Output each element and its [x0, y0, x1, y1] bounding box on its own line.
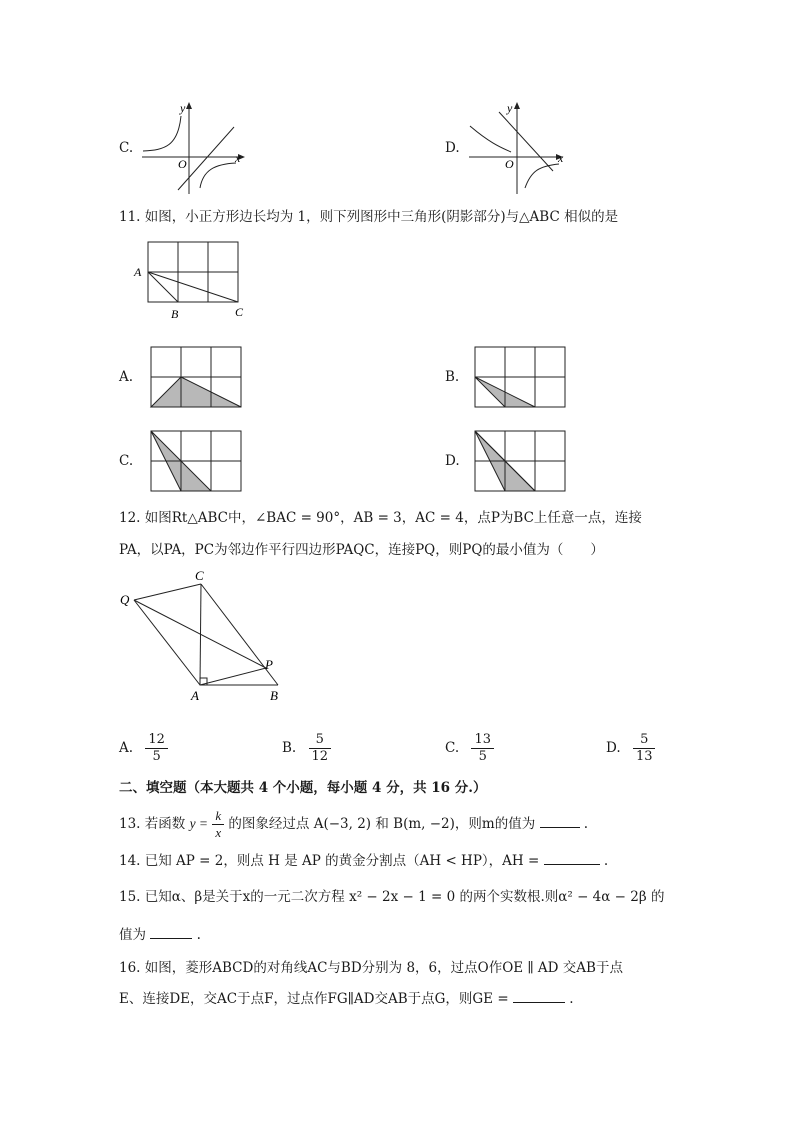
q12-label-p: P [265, 657, 273, 672]
q12-option-c[interactable] [445, 732, 494, 765]
q13-answer-blank[interactable] [540, 813, 580, 828]
q12-option-b-label: B. [282, 740, 297, 756]
q11-option-c-figure [150, 430, 242, 492]
q12-option-d[interactable] [606, 732, 655, 765]
q10-d-origin-label: O [505, 157, 514, 171]
q12-stem-line1: 12. 如图Rt△ABC中，∠BAC = 90°，AB = 3，AC = 4，点P为BC上任意一点，连接 [119, 510, 642, 526]
q11-option-a-figure [150, 346, 242, 408]
q11-option-b-figure [474, 346, 566, 408]
q12-option-b-value: $\frac{5}{12}$ [309, 732, 332, 765]
q10-c-x-label: x [235, 151, 241, 165]
q15-end: . [196, 927, 201, 943]
q10-d-y-label: y [507, 101, 513, 115]
q12-label-a: A [191, 688, 199, 703]
q14 [119, 850, 608, 871]
q10-option-d-graph [467, 100, 577, 196]
q13-func-y: y = [189, 816, 209, 831]
q11-option-d-figure [474, 430, 566, 492]
q11-reference-figure [130, 236, 250, 322]
q12-option-c-value: $\frac{13}{5}$ [471, 732, 494, 765]
q11-option-c-label[interactable]: C. [119, 453, 134, 469]
q11-option-d-label[interactable]: D. [445, 453, 460, 469]
q12-option-d-value: $\frac{5}{13}$ [633, 732, 656, 765]
q13-middle: 的图象经过点 A(−3, 2) 和 B(m, −2)，则m的值为 [228, 816, 536, 832]
q13 [119, 808, 588, 844]
q16-line2-text: E、连接DE，交AC于点F，过点作FG∥AD交AB于点G，则GE = [119, 991, 509, 1007]
q11-option-b-label[interactable]: B. [445, 369, 460, 385]
q16-line2 [119, 988, 574, 1009]
q16-answer-blank[interactable] [513, 988, 565, 1003]
q15-line2 [119, 924, 201, 945]
q13-fraction: $\frac{k}{x}$ [212, 808, 224, 841]
q11-option-a-label[interactable]: A. [119, 369, 134, 385]
q10-option-c-label[interactable]: C. [119, 140, 134, 156]
q11-label-c: C [235, 305, 244, 319]
section2-title: 二、填空题（本大题共 4 个小题，每小题 4 分，共 16 分.） [119, 780, 487, 796]
q10-option-d-label[interactable]: D. [445, 140, 460, 156]
q12-label-b: B [270, 688, 278, 703]
q12-label-q: Q [120, 592, 130, 607]
q15-line2-text: 值为 [119, 927, 146, 943]
q15-answer-blank[interactable] [150, 924, 192, 939]
q14-answer-blank[interactable] [544, 850, 600, 865]
q11-stem: 11. 如图，小正方形边长均为 1，则下列图形中三角形(阴影部分)与△ABC 相似的是 [119, 209, 619, 225]
q12-option-d-label: D. [606, 740, 621, 756]
q10-d-x-label: x [558, 151, 564, 165]
q12-label-c: C [195, 568, 204, 583]
q12-option-a-value: $\frac{12}{5}$ [145, 732, 168, 765]
q16-line1: 16. 如图，菱形ABCD的对角线AC与BD分别为 8，6，过点O作OE ∥ AD 交AB于点 [119, 960, 623, 976]
q10-option-c-graph [140, 100, 250, 196]
q14-text: 14. 已知 AP = 2，则点 H 是 AP 的黄金分割点（AH < HP），AH = [119, 853, 540, 869]
q12-figure [118, 566, 293, 706]
q12-option-a-label: A. [119, 740, 134, 756]
q12-option-c-label: C. [445, 740, 460, 756]
q15-line1: 15. 已知α、β是关于x的一元二次方程 x² − 2x − 1 = 0 的两个实数根.则α² − 4α − 2β 的 [119, 889, 665, 905]
q16-end: . [569, 991, 574, 1007]
q10-c-y-label: y [180, 101, 186, 115]
q13-prefix: 13. 若函数 [119, 816, 186, 832]
q10-c-origin-label: O [178, 157, 187, 171]
q11-label-b: B [171, 307, 179, 321]
q11-label-a: A [134, 265, 142, 279]
q13-end: . [583, 816, 589, 832]
q14-end: . [603, 853, 609, 869]
q12-option-b[interactable] [282, 732, 331, 765]
q12-option-a[interactable] [119, 732, 168, 765]
q12-stem-line2: PA，以PA，PC为邻边作平行四边形PAQC，连接PQ，则PQ的最小值为（ ） [119, 542, 604, 558]
